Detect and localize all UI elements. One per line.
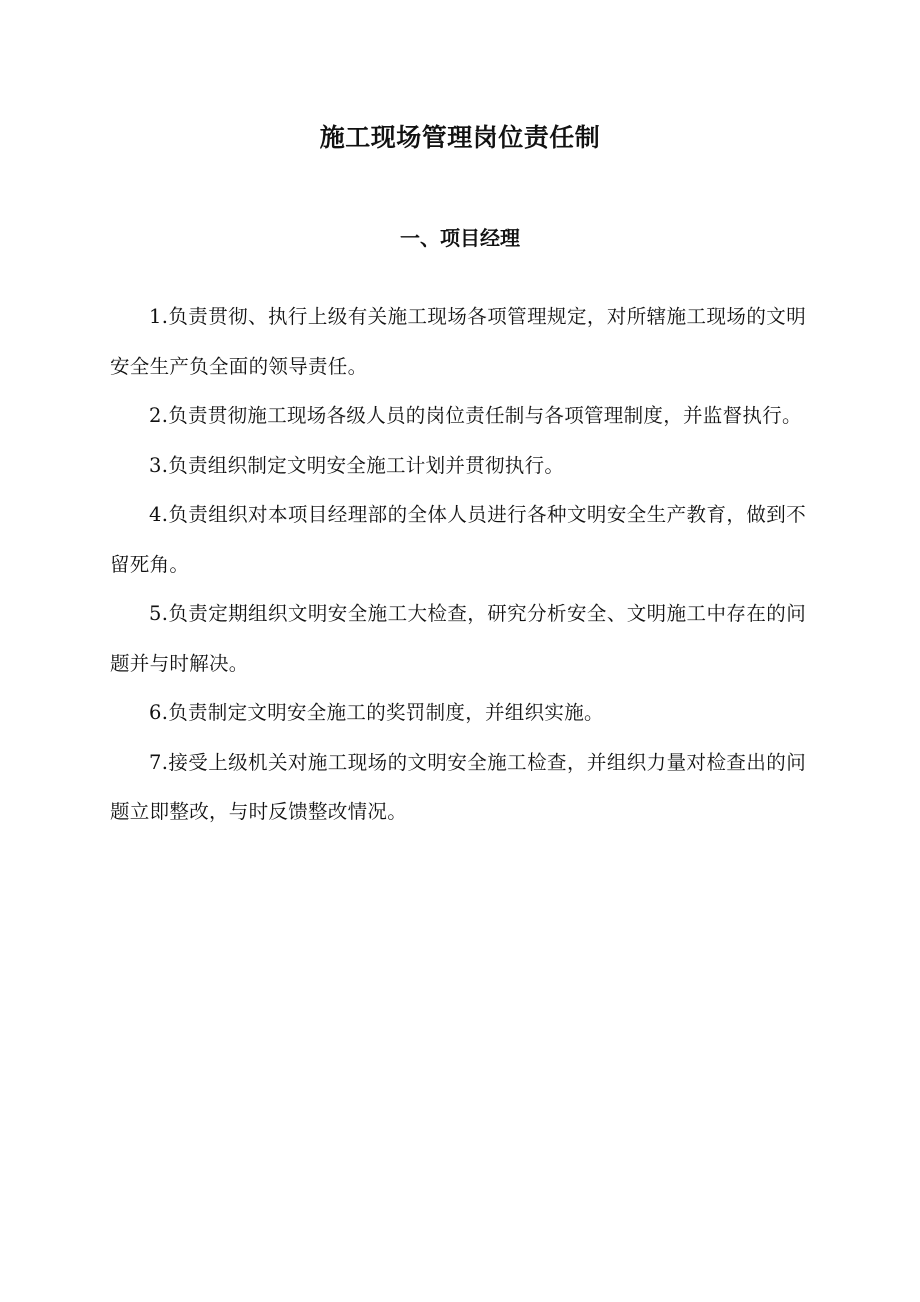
list-item: 7.接受上级机关对施工现场的文明安全施工检查，并组织力量对检查出的问题立即整改，与时反馈整改情况。: [110, 750, 806, 823]
section-body: [110, 292, 806, 837]
list-item: 3.负责组织制定文明安全施工计划并贯彻执行。: [149, 453, 565, 477]
list-item: 6.负责制定文明安全施工的奖罚制度，并组织实施。: [149, 701, 604, 724]
list-item: 5.负责定期组织文明安全施工大检查，研究分析安全、文明施工中存在的问题并与时解决。: [110, 602, 806, 675]
list-item: 1.负责贯彻、执行上级有关施工现场各项管理规定，对所辖施工现场的文明安全生产负全面的领导责任。: [110, 305, 806, 378]
list-item: 4.负责组织对本项目经理部的全体人员进行各种文明安全生产教育，做到不留死角。: [110, 503, 806, 576]
section-heading: 一、项目经理: [400, 226, 520, 250]
list-item: 2.负责贯彻施工现场各级人员的岗位责任制与各项管理制度，并监督执行。: [149, 404, 802, 427]
document-title: 施工现场管理岗位责任制: [319, 123, 601, 152]
